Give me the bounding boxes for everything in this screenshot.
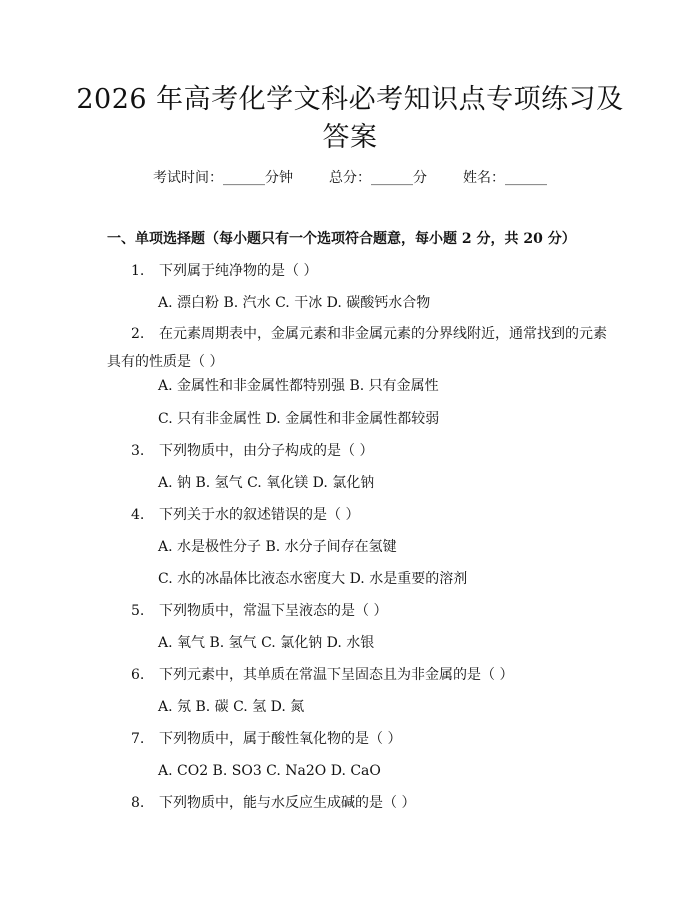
document-title-line-1: 2026 年高考化学文科必考知识点专项练习及: [76, 84, 624, 115]
question-stem-line-1: 在元素周期表中，金属元素和非金属元素的分界线附近，通常找到的元素: [159, 326, 607, 342]
question-6: [107, 665, 607, 685]
question-6-options: A. 氖 B. 碳 C. 氢 D. 氮: [158, 699, 305, 715]
question-1: [107, 261, 607, 281]
question-stem: 下列物质中，能与水反应生成碱的是（ ）: [159, 795, 416, 811]
question-stem: 下列物质中，常温下呈液态的是（ ）: [159, 603, 388, 619]
question-number: 2.: [131, 326, 145, 342]
question-number: 7.: [131, 731, 145, 747]
question-1-options: A. 漂白粉 B. 汽水 C. 干冰 D. 碳酸钙水合物: [158, 295, 431, 311]
question-stem: 下列关于水的叙述错误的是（ ）: [159, 507, 360, 523]
section-heading: 一、单项选择题（每小题只有一个选项符合题意，每小题 2 分，共 20 分）: [107, 231, 576, 247]
question-3: [107, 441, 607, 461]
question-stem: 下列属于纯净物的是（ ）: [159, 263, 318, 279]
question-stem: 下列物质中，属于酸性氧化物的是（ ）: [159, 731, 402, 747]
question-2: [107, 324, 607, 372]
question-8: [107, 793, 607, 813]
question-number: 5.: [131, 603, 145, 619]
question-5-options: A. 氧气 B. 氢气 C. 氯化钠 D. 水银: [158, 635, 375, 651]
question-number: 8.: [131, 795, 145, 811]
question-stem: 下列元素中，其单质在常温下呈固态且为非金属的是（ ）: [159, 667, 514, 683]
question-4-options-a-b: A. 水是极性分子 B. 水分子间存在氢键: [158, 539, 397, 555]
total-score-field: 总分：______分: [329, 170, 427, 186]
question-number: 3.: [131, 443, 145, 459]
question-number: 4.: [131, 507, 145, 523]
question-2-options-c-d: C. 只有非金属性 D. 金属性和非金属性都较弱: [158, 411, 440, 427]
exam-meta: [0, 168, 700, 188]
question-4-options-c-d: C. 水的冰晶体比液态水密度大 D. 水是重要的溶剂: [158, 571, 468, 587]
name-field: 姓名：______: [463, 170, 547, 186]
question-4: [107, 505, 607, 525]
question-7-options: A. CO2 B. SO3 C. Na2O D. CaO: [158, 763, 381, 779]
question-number: 1.: [131, 263, 145, 279]
question-stem: 下列物质中，由分子构成的是（ ）: [159, 443, 374, 459]
question-stem-line-2: 具有的性质是（ ）: [107, 354, 224, 370]
question-3-options: A. 钠 B. 氢气 C. 氧化镁 D. 氯化钠: [158, 475, 375, 491]
document-title-line-2: 答案: [322, 122, 378, 153]
question-5: [107, 601, 607, 621]
question-7: [107, 729, 607, 749]
question-number: 6.: [131, 667, 145, 683]
question-2-options-a-b: A. 金属性和非金属性都特别强 B. 只有金属性: [158, 378, 439, 394]
exam-time-field: 考试时间：______分钟: [153, 170, 293, 186]
